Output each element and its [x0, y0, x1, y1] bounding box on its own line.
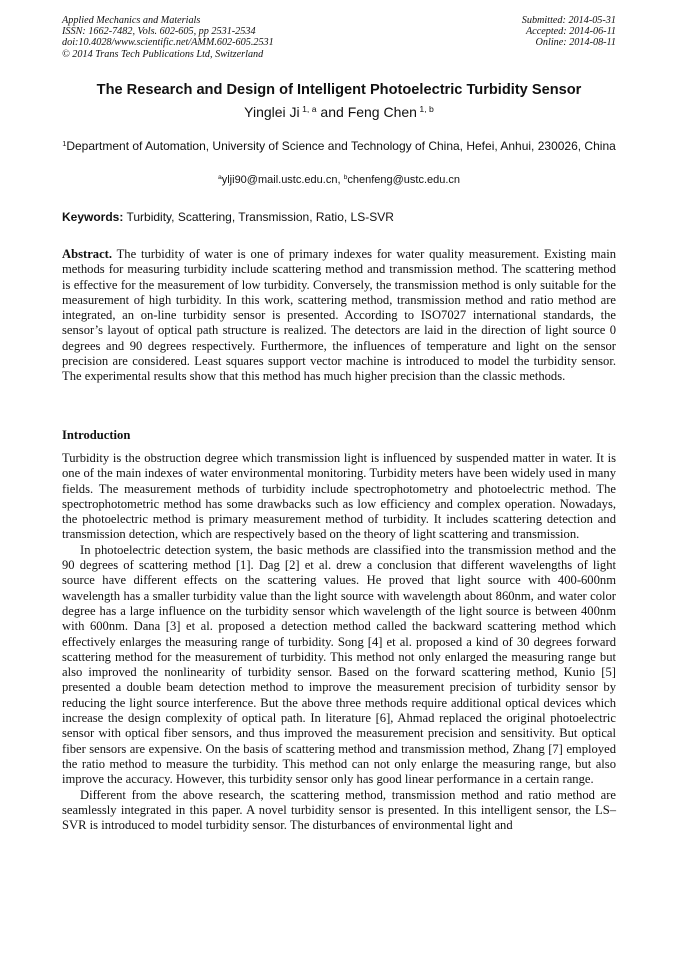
- copyright-line: © 2014 Trans Tech Publications Ltd, Switzerland: [62, 48, 264, 60]
- affiliation: [62, 138, 616, 154]
- intro-paragraph-2: In photoelectric detection system, the basic methods are classified into the transmission method and the 90 degrees of scattering method [1]. Dag [2] et al. drew a conclusion that different wavelengths of light source have different effects on the scattering values. He proved that light source with 400-600nm wavelength has a smaller turbidity value than the light source with wavelength about 860nm, and water color degree has a large influence on the turbidity sensor which wavelength of the light source is between 400nm with 600nm. Dana [3] et al. proposed a detection method called the backward scattering method which effectively enlarges the measuring range of turbidity. Song [4] et al. proposed a kind of 30 degrees forward scattering method for the measurement of turbidity. This method not only enlarged the measuring range but also improved the nonlinearity of turbidity sensor. Based on the forward scattering method, Kunio [5] presented a double beam detection method to improve the measurement precision of turbidity sensor by reducing the light source interference. But the above three methods require additional optical devices which increase the design complexity of optical path. In literature [6], Ahmad replaced the original photoelectric sensor with optical fiber sensors, and thus improved the measurement precision and sensitivity. But optical fiber sensors are expensive. On the basis of scattering method and transmission method, Zhang [7] employed the ratio method to measure the turbidity. This method can not only enlarge the measuring range, but also improve the accuracy. However, this turbidity sensor only has good linear performance in a certain range.: [62, 542, 616, 787]
- author-line: [0, 104, 678, 120]
- accepted-date: Accepted: 2014-06-11: [525, 26, 616, 38]
- email-b: chenfeng@ustc.edu.cn: [347, 174, 461, 186]
- author-2: Feng Chen: [347, 104, 417, 120]
- keywords: [62, 210, 616, 224]
- intro-paragraph-1: Turbidity is the obstruction degree which transmission light is influenced by suspended matter in water. It is one of the main indexes of water environmental monitoring. Turbidity meters have been widely used in many fields. The measurement methods of turbidity include spectrophotometry and photoelectric method. The spectrophotometric method has some drawbacks such as low efficiency and complex operation. Nowadays, the photoelectric method is primary measurement method of turbidity. It includes scattering detection and transmission detection, which are respectively based on the theory of light scattering and transmission.: [62, 451, 616, 542]
- email-a: ylji90@mail.ustc.edu.cn,: [221, 174, 344, 186]
- journal-name: Applied Mechanics and Materials: [62, 15, 201, 26]
- email-mark-b: b: [343, 174, 348, 182]
- publication-dates: [522, 15, 616, 49]
- affiliation-mark: 1: [62, 138, 67, 148]
- author-1-sup-text: 1, a: [302, 104, 317, 115]
- keywords-label: Keywords:: [62, 210, 124, 224]
- author-1: Yinglei Ji: [244, 104, 300, 120]
- submitted-date: Submitted: 2014-05-31: [521, 15, 616, 26]
- abstract-text: The turbidity of water is one of primary indexes for water quality measurement. Existing main methods for measuring turbidity include scattering method and transmission method. The scattering method is effective for the measurement of low turbidity. Conversely, the transmission method is only suitable for the measurement of high turbidity. In this work, scattering method, transmission method and ratio method are integrated, an on-line turbidity sensor is presented. According to ISO7027 international standards, the sensor’s layout of optical path structure is realized. The detectors are laid in the direction of light source 0 degrees and 90 degrees respectively. Furthermore, the influences of temperature and light on the sensor precision are considered. Least squares support vector machine is introduced to model the turbidity sensor. The experimental results show that this method has much higher precision than the classic methods.: [62, 247, 616, 384]
- abstract: [62, 247, 616, 385]
- author-1-affiliation-mark: [300, 104, 317, 114]
- doi-line: doi:10.4028/www.scientific.net/AMM.602-605.2531: [62, 37, 274, 49]
- author-2-affiliation-mark: [417, 104, 434, 114]
- abstract-label: Abstract.: [62, 247, 113, 261]
- paper-title: The Research and Design of Intelligent Photoelectric Turbidity Sensor: [96, 82, 582, 98]
- email-mark-a: a: [217, 174, 222, 182]
- author-conjunction: and: [316, 104, 348, 120]
- author-2-sup-text: 1, b: [419, 104, 434, 115]
- online-date: Online: 2014-08-11: [535, 37, 616, 49]
- intro-paragraph-3: Different from the above research, the scattering method, transmission method and ratio method are seamlessly integrated in this paper. A novel turbidity sensor is presented. In this intelligent sensor, the LS–SVR is introduced to model turbidity sensor. The disturbances of environmental light and: [62, 787, 616, 833]
- journal-info: [62, 15, 274, 60]
- author-emails: [0, 174, 678, 186]
- affiliation-text: Department of Automation, University of Science and Technology of China, Hefei, Anhui, 230026, China: [66, 139, 616, 153]
- introduction-body: [62, 451, 616, 833]
- issn-line: ISSN: 1662-7482, Vols. 602-605, pp 2531-2534: [62, 26, 256, 38]
- section-heading-introduction: Introduction: [62, 428, 131, 442]
- keywords-text: Turbidity, Scattering, Transmission, Ratio, LS-SVR: [123, 210, 394, 224]
